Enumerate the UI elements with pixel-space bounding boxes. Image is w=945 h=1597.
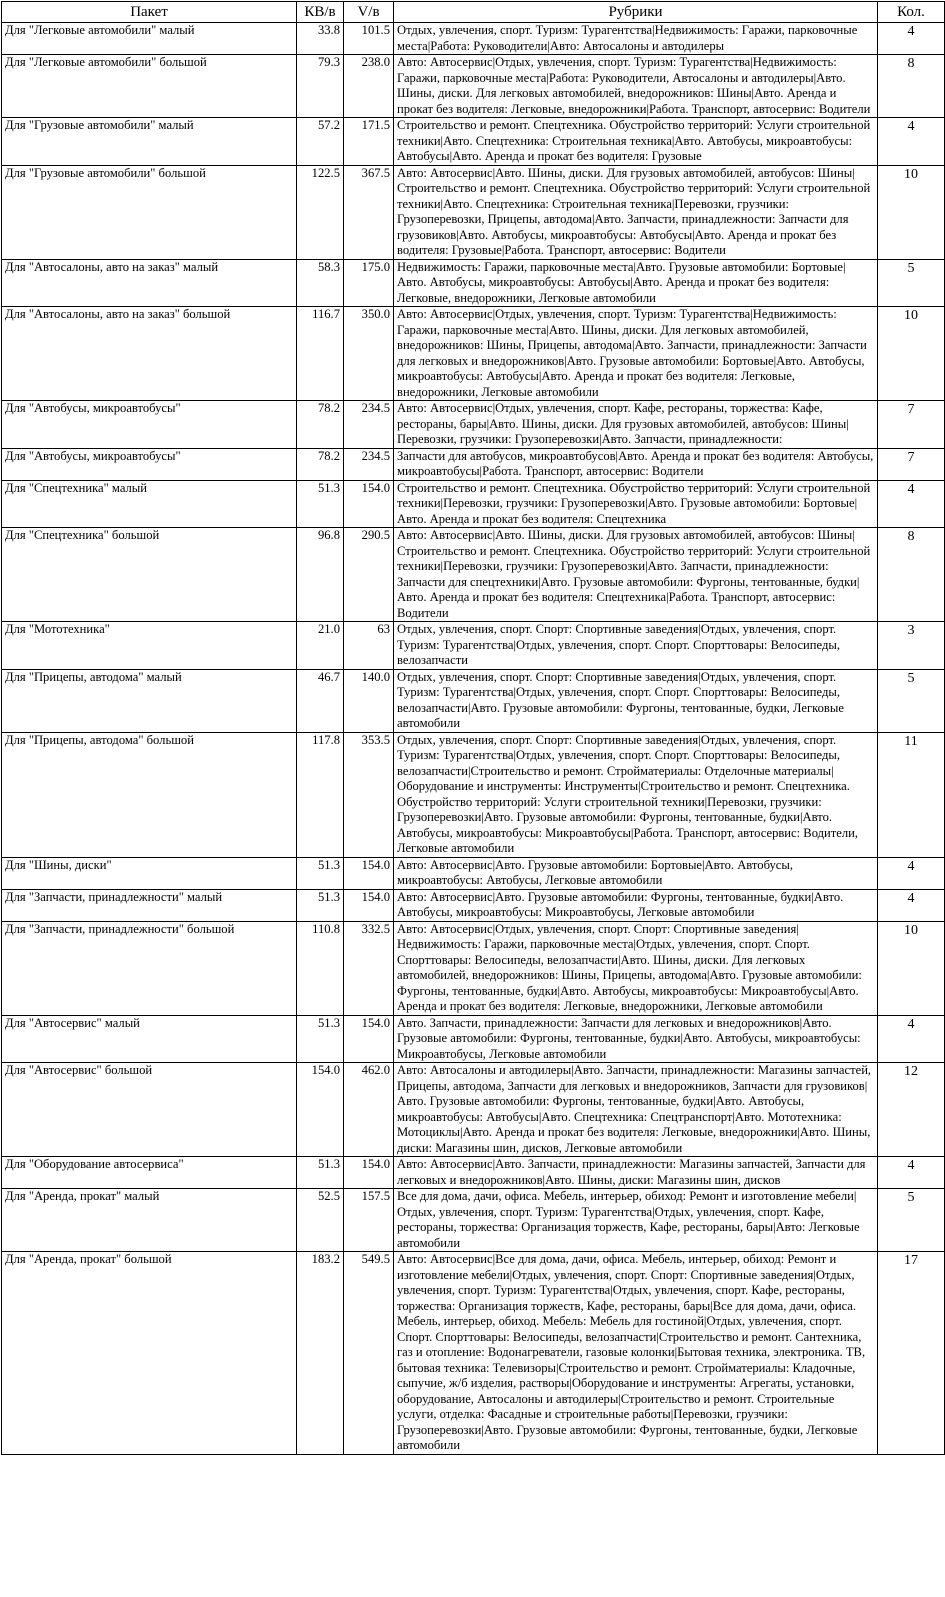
kv-cell: 52.5 [297,1189,344,1252]
rubrics-cell: Отдых, увлечения, спорт. Спорт: Спортивные заведения|Отдых, увлечения, спорт. Туризм: Турагентства|Отдых, увлечения, спорт. Спорт. Спорттовары: Велосипеды, велозапчасти|Авто. Грузовые автомобили: Фургоны, тентованные, будки, Легковые автомобили [394,669,878,732]
count-cell: 4 [878,1157,945,1189]
package-name-cell: Для "Легковые автомобили" большой [2,55,297,118]
table-row [2,732,945,857]
table-row [2,448,945,480]
rubrics-cell: Отдых, увлечения, спорт. Туризм: Турагентства|Недвижимость: Гаражи, парковочные места|Работа: Руководители|Авто: Автосалоны и автодилеры [394,23,878,55]
count-cell: 5 [878,669,945,732]
table-row [2,622,945,670]
count-cell: 3 [878,622,945,670]
v-cell: 350.0 [344,307,394,401]
count-cell: 10 [878,165,945,259]
kv-cell: 78.2 [297,401,344,449]
package-name-cell: Для "Автобусы, микроавтобусы" [2,448,297,480]
kv-cell: 51.3 [297,857,344,889]
rubrics-cell: Запчасти для автобусов, микроавтобусов|Авто. Аренда и прокат без водителя: Автобусы, микроавтобусы|Работа. Транспорт, автосервис: Водители [394,448,878,480]
kv-cell: 116.7 [297,307,344,401]
count-cell: 4 [878,857,945,889]
table-row [2,1063,945,1157]
count-cell: 12 [878,1063,945,1157]
rubrics-cell: Все для дома, дачи, офиса. Мебель, интерьер, обиход: Ремонт и изготовление мебели|Отдых, увлечения, спорт. Туризм: Турагентства|Отдых, увлечения, спорт. Кафе, рестораны, торжества: Организация торжеств, Кафе, рестораны, бары|Авто: Легковые автомобили [394,1189,878,1252]
v-cell: 290.5 [344,528,394,622]
table-row [2,165,945,259]
v-cell: 101.5 [344,23,394,55]
count-cell: 8 [878,55,945,118]
count-cell: 10 [878,307,945,401]
package-name-cell: Для "Мототехника" [2,622,297,670]
table-header-row [2,2,945,23]
count-cell: 7 [878,401,945,449]
kv-cell: 51.3 [297,480,344,528]
package-name-cell: Для "Аренда, прокат" большой [2,1252,297,1455]
count-cell: 4 [878,23,945,55]
count-cell: 8 [878,528,945,622]
count-cell: 10 [878,921,945,1015]
v-cell: 367.5 [344,165,394,259]
header-count: Кол. [878,2,945,23]
v-cell: 157.5 [344,1189,394,1252]
table-row [2,118,945,166]
rubrics-cell: Авто. Запчасти, принадлежности: Запчасти для легковых и внедорожников|Авто. Грузовые автомобили: Фургоны, тентованные, будки|Авто. Автобусы, микроавтобусы: Микроавтобусы, Легковые автомобили [394,1015,878,1063]
count-cell: 17 [878,1252,945,1455]
header-rubrics: Рубрики [394,2,878,23]
package-name-cell: Для "Прицепы, автодома" малый [2,669,297,732]
kv-cell: 33.8 [297,23,344,55]
table-row [2,1015,945,1063]
v-cell: 154.0 [344,889,394,921]
v-cell: 140.0 [344,669,394,732]
v-cell: 238.0 [344,55,394,118]
v-cell: 63 [344,622,394,670]
v-cell: 234.5 [344,401,394,449]
package-name-cell: Для "Запчасти, принадлежности" малый [2,889,297,921]
table-row [2,307,945,401]
rubrics-cell: Авто: Автосервис|Отдых, увлечения, спорт. Спорт: Спортивные заведения|Недвижимость: Гаражи, парковочные места|Отдых, увлечения, спорт. Спорт. Спорттовары: Велосипеды, велозапчасти|Авто. Шины, диски. Для легковых автомобилей, внедорожников: Шины, Прицепы, автодома|Авто. Грузовые автомобили: Фургоны, тентованные, будки|Авто. Автобусы, микроавтобусы: Микроавтобусы|Авто. Аренда и прокат без водителя: Легковые, внедорожники, Легковые автомобили [394,921,878,1015]
count-cell: 4 [878,480,945,528]
rubrics-cell: Авто: Автосалоны и автодилеры|Авто. Запчасти, принадлежности: Магазины запчастей, Прицепы, автодома, Запчасти для легковых и внедорожников, Запчасти для грузовиков|Авто. Грузовые автомобили: Фургоны, тентованные, будки|Авто. Автобусы, микроавтобусы: Автобусы|Авто. Спецтехника: Спецтранспорт|Авто. Мототехника: Мотоциклы|Авто. Аренда и прокат без водителя: Легковые, внедорожники|Авто. Шины, диски: Магазины шин, дисков, Легковые автомобили [394,1063,878,1157]
v-cell: 175.0 [344,259,394,307]
package-name-cell: Для "Грузовые автомобили" малый [2,118,297,166]
count-cell: 11 [878,732,945,857]
packages-table [1,1,945,1455]
count-cell: 4 [878,889,945,921]
package-name-cell: Для "Аренда, прокат" малый [2,1189,297,1252]
package-name-cell: Для "Спецтехника" малый [2,480,297,528]
rubrics-cell: Строительство и ремонт. Спецтехника. Обустройство территорий: Услуги строительной техники|Перевозки, грузчики: Грузоперевозки|Авто. Грузовые автомобили: Бортовые|Авто. Аренда и прокат без водителя: Спецтехника [394,480,878,528]
count-cell: 5 [878,259,945,307]
kv-cell: 57.2 [297,118,344,166]
rubrics-cell: Авто: Автосервис|Отдых, увлечения, спорт. Туризм: Турагентства|Недвижимость: Гаражи, парковочные места|Авто. Шины, диски. Для легковых автомобилей, внедорожников: Шины, Прицепы, автодома|Авто. Запчасти, принадлежности: Запчасти для легковых и внедорожников|Авто. Грузовые автомобили: Бортовые|Авто. Автобусы, микроавтобусы: Автобусы|Авто. Аренда и прокат без водителя: Легковые, внедорожники, Легковые автомобили [394,307,878,401]
package-name-cell: Для "Легковые автомобили" малый [2,23,297,55]
rubrics-cell: Авто: Автосервис|Все для дома, дачи, офиса. Мебель, интерьер, обиход: Ремонт и изготовление мебели|Отдых, увлечения, спорт. Спорт: Спортивные заведения|Отдых, увлечения, спорт. Туризм: Турагентства|Отдых, увлечения, спорт. Кафе, рестораны, торжества: Организация торжеств, Кафе, рестораны, бары|Все для дома, дачи, офиса. Мебель, интерьер, обиход. Мебель: Мебель для гостиной|Отдых, увлечения, спорт. Спорт. Спорттовары: Велосипеды, велозапчасти|Строительство и ремонт. Сантехника, газ и отопление: Водонагреватели, газовые колонки|Бытовая техника, электроника. ТВ, бытовая техника: Телевизоры|Строительство и ремонт. Стройматериалы: Кладочные, сыпучие, ж/б изделия, растворы|Оборудование и инструменты: Агрегаты, установки, оборудование, Автосалоны и автодилеры|Строительство и ремонт. Строительные услуги, отделка: Фасадные и строительные работы|Перевозки, грузчики: Грузоперевозки|Авто. Грузовые автомобили: Фургоны, тентованные, будки, Легковые автомобили [394,1252,878,1455]
rubrics-cell: Недвижимость: Гаражи, парковочные места|Авто. Грузовые автомобили: Бортовые|Авто. Автобусы, микроавтобусы: Автобусы|Авто. Аренда и прокат без водителя: Легковые, внедорожники, Легковые автомобили [394,259,878,307]
kv-cell: 21.0 [297,622,344,670]
v-cell: 154.0 [344,857,394,889]
package-name-cell: Для "Грузовые автомобили" большой [2,165,297,259]
kv-cell: 96.8 [297,528,344,622]
v-cell: 353.5 [344,732,394,857]
table-row [2,1252,945,1455]
v-cell: 154.0 [344,1157,394,1189]
kv-cell: 58.3 [297,259,344,307]
table-row [2,480,945,528]
v-cell: 154.0 [344,480,394,528]
rubrics-cell: Авто: Автосервис|Авто. Шины, диски. Для грузовых автомобилей, автобусов: Шины|Строительство и ремонт. Спецтехника. Обустройство территорий: Услуги строительной техники|Авто. Спецтехника: Строительная техника|Перевозки, грузчики: Грузоперевозки, Прицепы, автодома|Авто. Запчасти, принадлежности: Запчасти для грузовиков|Авто. Автобусы, микроавтобусы: Автобусы|Авто. Аренда и прокат без водителя: Грузовые|Работа. Транспорт, автосервис: Водители [394,165,878,259]
rubrics-cell: Авто: Автосервис|Отдых, увлечения, спорт. Туризм: Турагентства|Недвижимость: Гаражи, парковочные места|Работа: Руководители, Автосалоны и автодилеры|Авто. Шины, диски. Для легковых автомобилей, внедорожников: Шины|Авто. Аренда и прокат без водителя: Легковые, внедорожники|Работа. Транспорт, автосервис: Водители [394,55,878,118]
table-row [2,23,945,55]
package-name-cell: Для "Шины, диски" [2,857,297,889]
rubrics-cell: Авто: Автосервис|Отдых, увлечения, спорт. Кафе, рестораны, торжества: Кафе, рестораны, бары|Авто. Шины, диски. Для грузовых автомобилей, автобусов: Шины|Перевозки, грузчики: Грузоперевозки|Авто. Запчасти, принадлежности: [394,401,878,449]
header-package: Пакет [2,2,297,23]
table-row [2,889,945,921]
rubrics-cell: Отдых, увлечения, спорт. Спорт: Спортивные заведения|Отдых, увлечения, спорт. Туризм: Турагентства|Отдых, увлечения, спорт. Спорт. Спорттовары: Велосипеды, велозапчасти|Строительство и ремонт. Стройматериалы: Отделочные материалы|Оборудование и инструменты: Инструменты|Строительство и ремонт. Спецтехника. Обустройство территорий: Услуги строительной техники|Перевозки, грузчики: Грузоперевозки|Авто. Грузовые автомобили: Фургоны, тентованные, будки|Авто. Автобусы, микроавтобусы: Микроавтобусы|Работа. Транспорт, автосервис: Водители, Легковые автомобили [394,732,878,857]
package-name-cell: Для "Автосалоны, авто на заказ" малый [2,259,297,307]
package-name-cell: Для "Автосервис" большой [2,1063,297,1157]
v-cell: 154.0 [344,1015,394,1063]
package-name-cell: Для "Оборудование автосервиса" [2,1157,297,1189]
table-body [2,23,945,1455]
rubrics-cell: Авто: Автосервис|Авто. Шины, диски. Для грузовых автомобилей, автобусов: Шины|Строительство и ремонт. Спецтехника. Обустройство территорий: Услуги строительной техники|Перевозки, грузчики: Грузоперевозки|Авто. Запчасти, принадлежности: Запчасти для спецтехники|Авто. Грузовые автомобили: Фургоны, тентованные, будки|Авто. Аренда и прокат без водителя: Спецтехника|Работа. Транспорт, автосервис: Водители [394,528,878,622]
kv-cell: 46.7 [297,669,344,732]
table-row [2,921,945,1015]
count-cell: 7 [878,448,945,480]
table-row [2,259,945,307]
package-name-cell: Для "Спецтехника" большой [2,528,297,622]
table-row [2,401,945,449]
v-cell: 462.0 [344,1063,394,1157]
count-cell: 5 [878,1189,945,1252]
rubrics-cell: Авто: Автосервис|Авто. Запчасти, принадлежности: Магазины запчастей, Запчасти для легковых и внедорожников|Авто. Шины, диски: Магазины шин, дисков [394,1157,878,1189]
kv-cell: 51.3 [297,1015,344,1063]
kv-cell: 51.3 [297,889,344,921]
rubrics-cell: Авто: Автосервис|Авто. Грузовые автомобили: Бортовые|Авто. Автобусы, микроавтобусы: Автобусы, Легковые автомобили [394,857,878,889]
kv-cell: 79.3 [297,55,344,118]
package-name-cell: Для "Автобусы, микроавтобусы" [2,401,297,449]
table-row [2,1157,945,1189]
package-name-cell: Для "Автосервис" малый [2,1015,297,1063]
header-v: V/в [344,2,394,23]
v-cell: 171.5 [344,118,394,166]
package-name-cell: Для "Прицепы, автодома" большой [2,732,297,857]
v-cell: 234.5 [344,448,394,480]
rubrics-cell: Авто: Автосервис|Авто. Грузовые автомобили: Фургоны, тентованные, будки|Авто. Автобусы, микроавтобусы: Микроавтобусы, Легковые автомобили [394,889,878,921]
package-name-cell: Для "Автосалоны, авто на заказ" большой [2,307,297,401]
v-cell: 332.5 [344,921,394,1015]
rubrics-cell: Отдых, увлечения, спорт. Спорт: Спортивные заведения|Отдых, увлечения, спорт. Туризм: Турагентства|Отдых, увлечения, спорт. Спорт. Спорттовары: Велосипеды, велозапчасти [394,622,878,670]
kv-cell: 154.0 [297,1063,344,1157]
count-cell: 4 [878,1015,945,1063]
table-row [2,857,945,889]
package-name-cell: Для "Запчасти, принадлежности" большой [2,921,297,1015]
table-row [2,528,945,622]
kv-cell: 51.3 [297,1157,344,1189]
kv-cell: 122.5 [297,165,344,259]
kv-cell: 117.8 [297,732,344,857]
kv-cell: 183.2 [297,1252,344,1455]
table-row [2,669,945,732]
kv-cell: 110.8 [297,921,344,1015]
count-cell: 4 [878,118,945,166]
v-cell: 549.5 [344,1252,394,1455]
kv-cell: 78.2 [297,448,344,480]
table-row [2,55,945,118]
rubrics-cell: Строительство и ремонт. Спецтехника. Обустройство территорий: Услуги строительной техники|Авто. Спецтехника: Строительная техника|Авто. Автобусы, микроавтобусы: Автобусы|Авто. Аренда и прокат без водителя: Грузовые [394,118,878,166]
header-kv: КВ/в [297,2,344,23]
table-row [2,1189,945,1252]
